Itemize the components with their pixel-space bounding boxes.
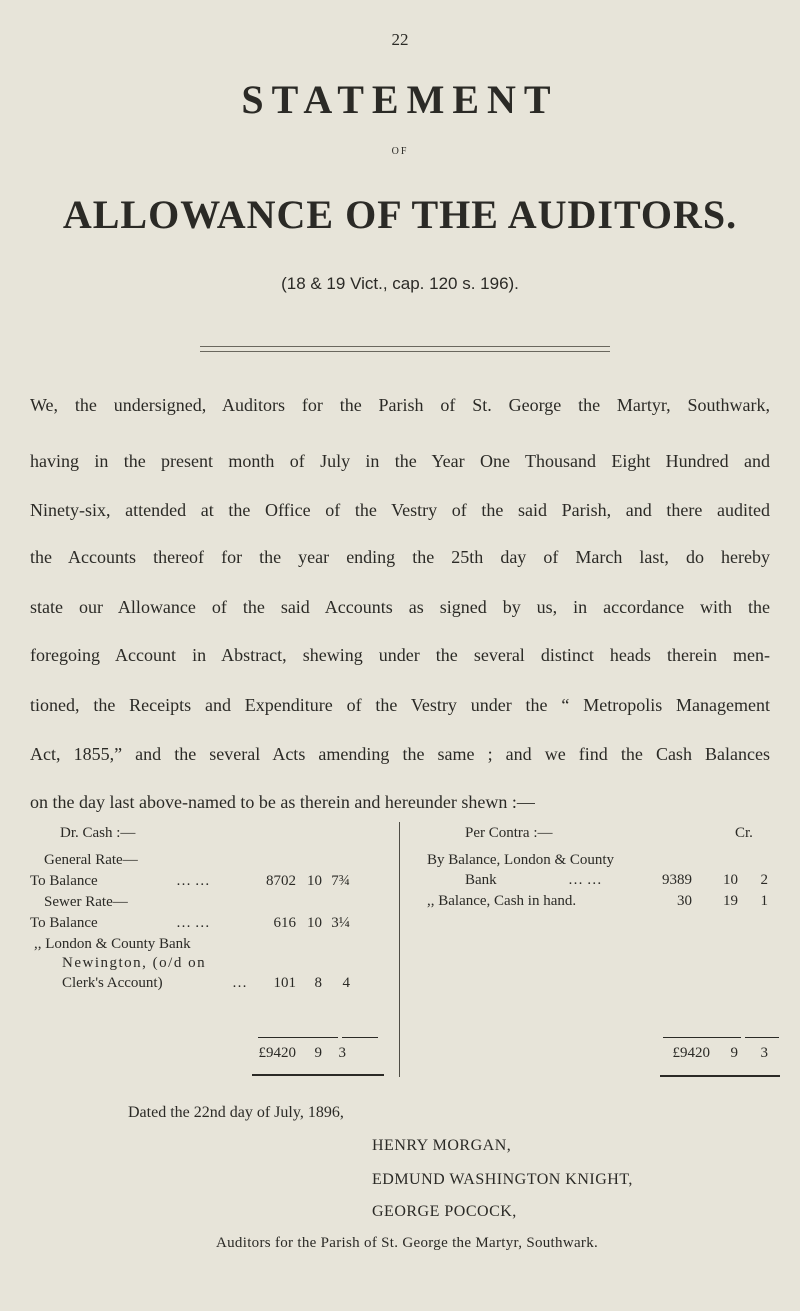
general-rate-pence: 7¾ — [331, 873, 350, 889]
cash-in-hand-shillings: 19 — [723, 893, 738, 909]
general-rate-pounds: 8702 — [266, 873, 296, 889]
bank-shillings: 8 — [314, 975, 322, 991]
credit-total-pence: 3 — [760, 1045, 768, 1061]
body-line: Ninety-six, attended at the Office of the Vestry of the said Parish, and there audited — [30, 500, 770, 520]
credit-total-rule — [663, 1037, 741, 1038]
credit-header: Per Contra :— — [465, 825, 553, 841]
bank-pence: 4 — [342, 975, 350, 991]
dot-leader: … … — [176, 873, 210, 889]
dot-leader: … … — [568, 872, 602, 888]
general-rate-balance-label: To Balance — [30, 873, 98, 889]
debit-total-double-rule — [252, 1074, 384, 1076]
london-county-shillings: 10 — [723, 872, 738, 888]
sewer-rate-shillings: 10 — [307, 915, 322, 931]
london-county-pounds: 9389 — [662, 872, 692, 888]
general-rate-heading: General Rate— — [44, 852, 138, 868]
allowance-title: ALLOWANCE OF THE AUDITORS. — [62, 192, 738, 237]
credit-total-rule — [745, 1037, 779, 1038]
body-line: the Accounts thereof for the year ending the 25th day of March last, do hereby — [30, 547, 770, 567]
dot-leader: … … — [176, 915, 210, 931]
sewer-rate-pounds: 616 — [273, 915, 296, 931]
bank-label-line-2: Newington, (o/d on — [62, 955, 207, 971]
signatory: HENRY MORGAN, — [372, 1137, 512, 1154]
sewer-rate-heading: Sewer Rate— — [44, 894, 128, 910]
auditors-attribution: Auditors for the Parish of St. George the Martyr, Southwark. — [216, 1235, 599, 1251]
title-rule — [200, 346, 610, 352]
london-county-pence: 2 — [760, 872, 768, 888]
bank-label-line-3: Clerk's Account) — [62, 975, 163, 991]
body-line: having in the present month of July in the Year One Thousand Eight Hundred and — [30, 451, 770, 471]
debit-total-shillings: 9 — [314, 1045, 322, 1061]
body-line: foregoing Account in Abstract, shewing under the several distinct heads therein men- — [30, 645, 770, 665]
body-line: state our Allowance of the said Accounts as signed by us, in accordance with the — [30, 597, 770, 617]
date-line: Dated the 22nd day of July, 1896, — [128, 1104, 344, 1121]
london-county-label-2: Bank — [465, 872, 497, 888]
debit-total-pounds: £9420 — [258, 1045, 296, 1061]
credit-total-shillings: 9 — [730, 1045, 738, 1061]
signatory: EDMUND WASHINGTON KNIGHT, — [372, 1171, 633, 1188]
debit-total-rule — [342, 1037, 378, 1038]
body-line: tioned, the Receipts and Expenditure of the Vestry under the “ Metropolis Management — [30, 695, 770, 715]
dot-leader: … — [232, 975, 247, 991]
cash-in-hand-label: ,, Balance, Cash in hand. — [427, 893, 577, 909]
body-line: on the day last above-named to be as therein and hereunder shewn :— — [30, 792, 535, 812]
body-line: Act, 1855,” and the several Acts amending the same ; and we find the Cash Balances — [30, 744, 770, 764]
statement-title: STATEMENT — [241, 77, 559, 122]
page-number: 22 — [391, 30, 409, 49]
cash-in-hand-pounds: 30 — [677, 893, 692, 909]
of-word: OF — [391, 146, 409, 157]
credit-label: Cr. — [735, 825, 753, 841]
london-county-label-1: By Balance, London & County — [427, 852, 615, 868]
act-reference: (18 & 19 Vict., cap. 120 s. 196). — [281, 274, 519, 293]
body-line: We, the undersigned, Auditors for the Parish of St. George the Martyr, Southwark, — [30, 395, 770, 415]
bank-label-line-1: ,, London & County Bank — [34, 936, 191, 952]
bank-pounds: 101 — [273, 975, 296, 991]
credit-total-pounds: £9420 — [672, 1045, 710, 1061]
debit-total-rule — [258, 1037, 338, 1038]
sewer-rate-pence: 3¼ — [331, 915, 350, 931]
debit-header: Dr. Cash :— — [60, 825, 136, 841]
credit-total-double-rule — [660, 1075, 780, 1077]
signatory: GEORGE POCOCK, — [372, 1203, 517, 1220]
account-divider — [399, 822, 400, 1077]
sewer-rate-balance-label: To Balance — [30, 915, 98, 931]
cash-in-hand-pence: 1 — [760, 893, 768, 909]
debit-total-pence: 3 — [338, 1045, 346, 1061]
general-rate-shillings: 10 — [307, 873, 322, 889]
